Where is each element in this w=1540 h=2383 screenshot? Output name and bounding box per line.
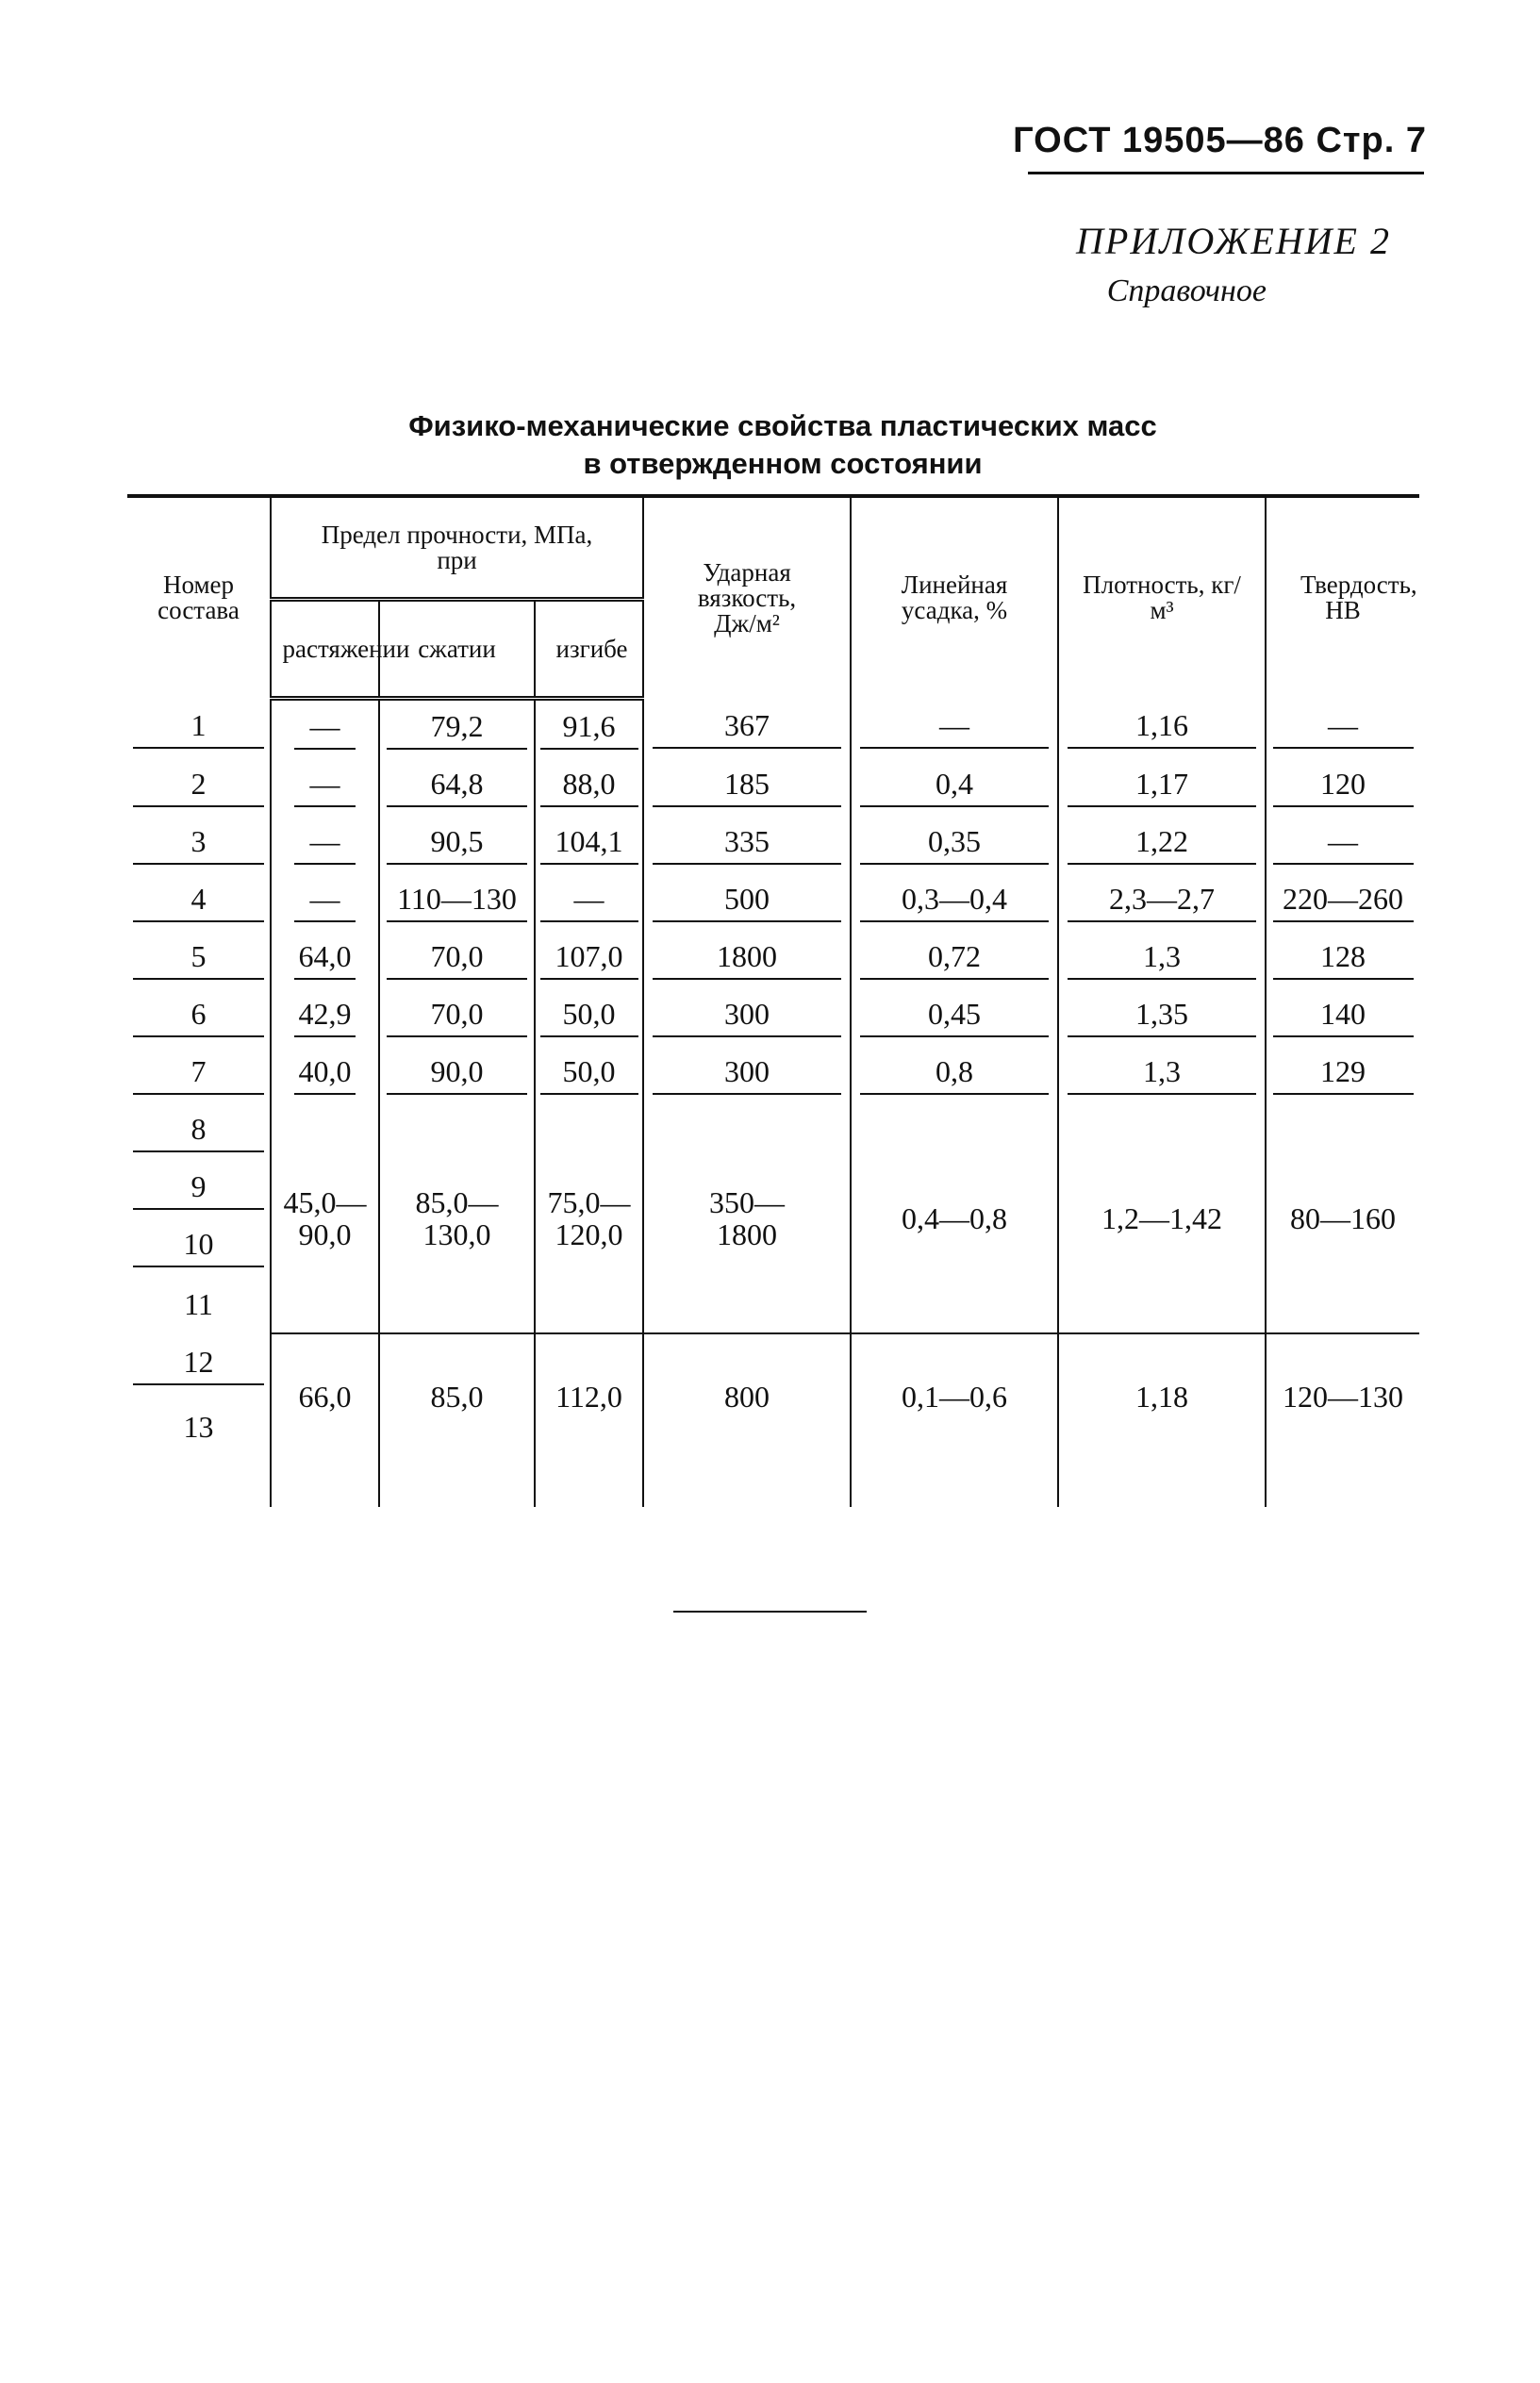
table-row-group-a: 9 [127, 1161, 1419, 1218]
col-hardness-header: Твердость, НВ [1266, 496, 1419, 699]
table-row: 4 — 110—130 — 500 0,3—0,4 2,3—2,7 220—260 [127, 873, 1419, 931]
col-compression-header: сжатии [379, 600, 535, 699]
col-number-header: Номер состава [127, 496, 271, 699]
table-row: 1 — 79,2 91,6 367 — 1,16 — [127, 699, 1419, 759]
appendix-note: Справочное [1106, 273, 1267, 308]
table-row: 7 40,0 90,0 50,0 300 0,8 1,3 129 [127, 1046, 1419, 1103]
document-reference: ГОСТ 19505—86 Стр. 7 [1013, 121, 1427, 160]
table-row: 6 42,9 70,0 50,0 300 0,45 1,35 140 [127, 988, 1419, 1046]
col-impact-header: Ударная вязкость, Дж/м² [643, 496, 851, 699]
table-row: 3 — 90,5 104,1 335 0,35 1,22 — [127, 816, 1419, 873]
table-row-group-a: 11 [184, 1287, 213, 1321]
col-shrinkage-header: Линейная усадка, % [851, 496, 1058, 699]
col-density-header: Плотность, кг/м³ [1058, 496, 1266, 699]
col-bending-header: изгибе [535, 600, 643, 699]
table-row: 5 64,0 70,0 107,0 1800 0,72 1,3 128 [127, 931, 1419, 988]
table-row-group-a: 10 [127, 1218, 1419, 1276]
properties-table [127, 494, 1419, 1507]
col-strength-group-header: Предел прочности, МПа, при [271, 496, 643, 600]
footer-rule [673, 1611, 867, 1613]
col-tension-header: растяжении [271, 600, 379, 699]
header-rule [1028, 172, 1424, 174]
table-row-group-b: 12 66,0 85,0 112,0 800 0,1—0,6 1,18 120—130 [127, 1333, 1419, 1396]
appendix-title: ПРИЛОЖЕНИЕ 2 [1076, 220, 1391, 262]
table-title-line2: в отвержденном состоянии [583, 447, 983, 480]
table-row: 2 — 64,8 88,0 185 0,4 1,17 120 [127, 758, 1419, 816]
table-title [132, 407, 1433, 483]
table-tail [127, 1458, 1419, 1507]
table-row-group-a: 8 45,0— 90,0 85,0— 130,0 75,0— 120,0 350— 1800 0,4—0,8 1,2—1,42 80—160 [127, 1103, 1419, 1161]
table-title-line1: Физико-механические свойства пластических масс [408, 409, 1157, 442]
table-row-group-b: 13 [183, 1409, 214, 1444]
